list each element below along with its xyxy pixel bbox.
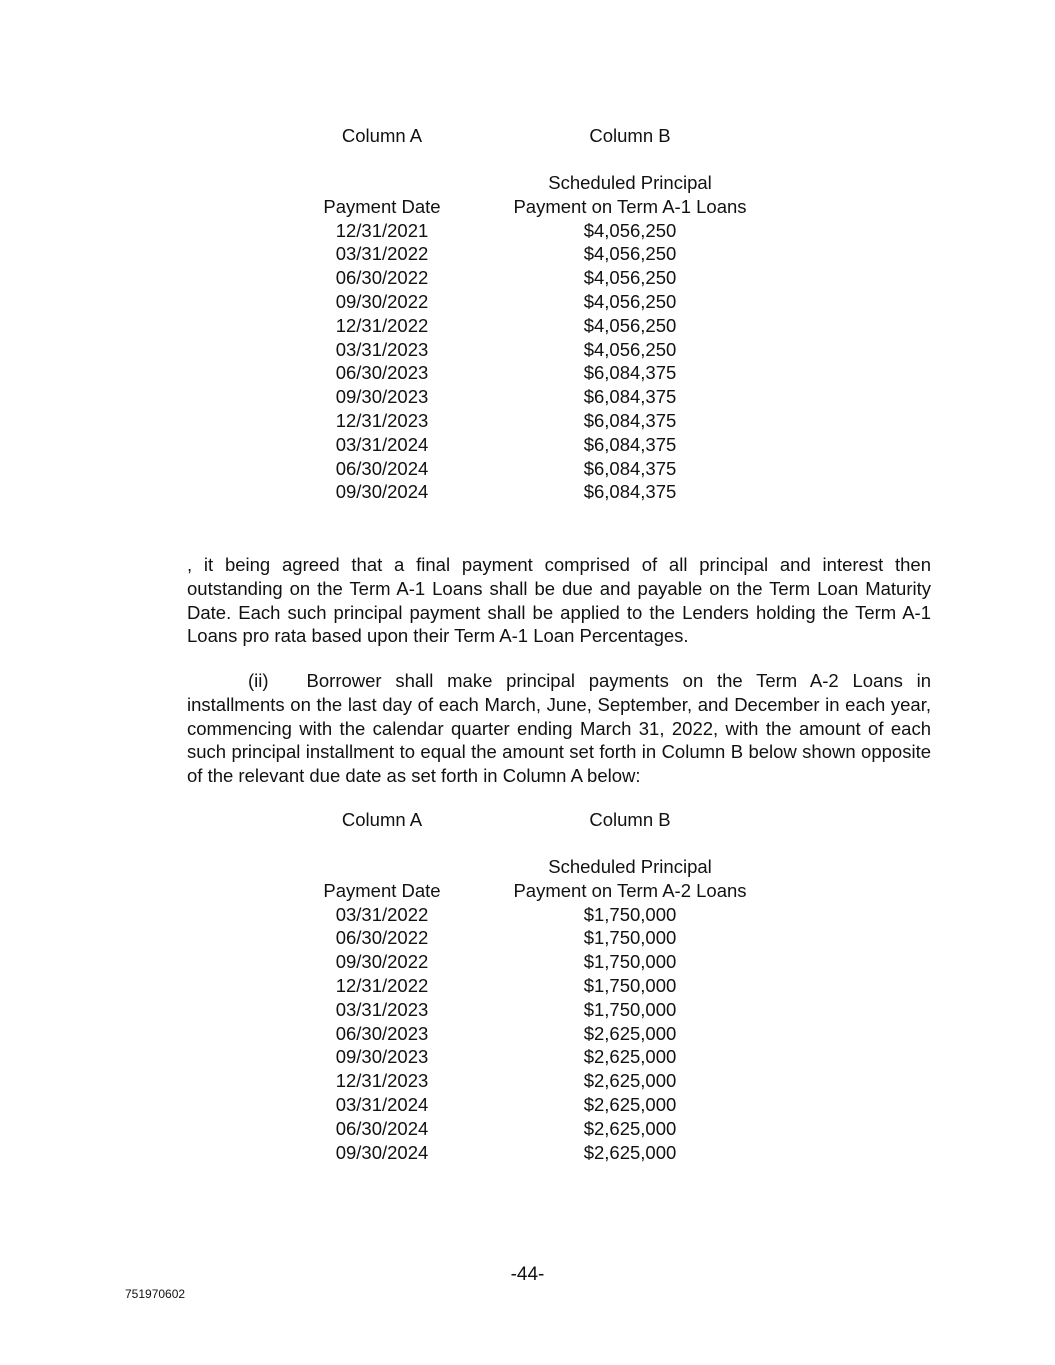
- payment-amount-cell: $4,056,250: [583, 219, 677, 241]
- table-row: [300, 1069, 820, 1093]
- payment-date-cell: 09/30/2024: [335, 481, 429, 503]
- table-row: [300, 290, 820, 314]
- table-row: [300, 242, 820, 266]
- table-row: [300, 1141, 820, 1165]
- page-number: -44-: [510, 1264, 545, 1285]
- payment-date-cell: 12/31/2022: [335, 314, 429, 336]
- table-subheader-row: [300, 855, 820, 879]
- table-header-row: [300, 124, 820, 148]
- payment-date-cell: 12/31/2023: [335, 409, 429, 431]
- column-b-subheader-1: Scheduled Principal: [548, 856, 712, 877]
- table-row: [300, 1117, 820, 1141]
- table-row: [300, 480, 820, 504]
- payment-date-cell: 06/30/2022: [335, 267, 429, 289]
- table-row: [300, 926, 820, 950]
- payment-date-cell: 03/31/2024: [335, 1093, 429, 1115]
- payment-date-cell: 12/31/2021: [335, 219, 429, 241]
- payment-date-cell: 12/31/2023: [335, 1070, 429, 1092]
- payment-amount-cell: $6,084,375: [583, 386, 677, 408]
- payment-amount-cell: $2,625,000: [583, 1070, 677, 1092]
- table-row: [300, 1045, 820, 1069]
- payment-amount-cell: $6,084,375: [583, 457, 677, 479]
- payment-date-cell: 03/31/2023: [335, 998, 429, 1020]
- payment-date-cell: 12/31/2022: [335, 974, 429, 996]
- payment-date-cell: 09/30/2023: [335, 386, 429, 408]
- payment-date-cell: 03/31/2022: [335, 903, 429, 925]
- payment-amount-cell: $2,625,000: [583, 1117, 677, 1139]
- table-body: [300, 219, 820, 505]
- table-subheader-row: [300, 195, 820, 219]
- table-row: [300, 314, 820, 338]
- table-row: [300, 266, 820, 290]
- column-a-header: Column A: [341, 809, 423, 830]
- column-a-subheader: Payment Date: [323, 879, 441, 901]
- table-row: [300, 433, 820, 457]
- payment-amount-cell: $6,084,375: [583, 481, 677, 503]
- table-row: [300, 457, 820, 481]
- table-subheader-row: [300, 879, 820, 903]
- table-subheader-row: [300, 171, 820, 195]
- payment-date-cell: 06/30/2023: [335, 1022, 429, 1044]
- table-row: [300, 361, 820, 385]
- column-b-subheader-1: Scheduled Principal: [548, 172, 712, 193]
- payment-amount-cell: $4,056,250: [583, 314, 677, 336]
- payment-date-cell: 03/31/2024: [335, 433, 429, 455]
- payment-date-cell: 03/31/2023: [335, 338, 429, 360]
- payment-amount-cell: $6,084,375: [583, 433, 677, 455]
- payment-schedule-table-a1: [300, 124, 820, 504]
- payment-amount-cell: $6,084,375: [583, 409, 677, 431]
- payment-amount-cell: $1,750,000: [583, 927, 677, 949]
- payment-amount-cell: $2,625,000: [583, 1046, 677, 1068]
- column-b-subheader-2: Payment on Term A-1 Loans: [513, 195, 747, 217]
- clause-marker: (ii): [248, 670, 269, 691]
- document-id: 751970602: [125, 1287, 186, 1301]
- table-row: [300, 974, 820, 998]
- column-b-subheader-2: Payment on Term A-2 Loans: [513, 879, 747, 901]
- paragraph-term-a2: [187, 669, 931, 788]
- payment-amount-cell: $4,056,250: [583, 290, 677, 312]
- column-a-subheader: Payment Date: [323, 195, 441, 217]
- table-header-row: [300, 808, 820, 832]
- table-body: [300, 903, 820, 1165]
- payment-amount-cell: $2,625,000: [583, 1093, 677, 1115]
- table-row: [300, 409, 820, 433]
- payment-date-cell: 09/30/2024: [335, 1141, 429, 1163]
- payment-amount-cell: $2,625,000: [583, 1022, 677, 1044]
- clause-text: Borrower shall make principal payments on the Term A-2 Loans in installments on the last day of each March, June, September, and December in each year, commencing with the calendar quarter ending March 31, 2022, with the amount of each such principal installment to equal the amount set forth in Column B below shown opposite of the relevant due date as set forth in Column A below:: [187, 670, 931, 787]
- column-b-header: Column B: [589, 125, 671, 146]
- payment-date-cell: 06/30/2022: [335, 927, 429, 949]
- table-row: [300, 338, 820, 362]
- table-row: [300, 219, 820, 243]
- table-row: [300, 1093, 820, 1117]
- payment-amount-cell: $4,056,250: [583, 267, 677, 289]
- payment-date-cell: 09/30/2023: [335, 1046, 429, 1068]
- payment-amount-cell: $4,056,250: [583, 243, 677, 265]
- payment-amount-cell: $4,056,250: [583, 338, 677, 360]
- payment-date-cell: 09/30/2022: [335, 290, 429, 312]
- payment-amount-cell: $6,084,375: [583, 362, 677, 384]
- payment-amount-cell: $1,750,000: [583, 998, 677, 1020]
- payment-amount-cell: $1,750,000: [583, 974, 677, 996]
- table-row: [300, 998, 820, 1022]
- column-b-header: Column B: [589, 809, 671, 830]
- payment-date-cell: 06/30/2023: [335, 362, 429, 384]
- payment-amount-cell: $1,750,000: [583, 903, 677, 925]
- column-a-header: Column A: [341, 125, 423, 146]
- payment-date-cell: 03/31/2022: [335, 243, 429, 265]
- table-row: [300, 385, 820, 409]
- table-row: [300, 950, 820, 974]
- payment-date-cell: 06/30/2024: [335, 1117, 429, 1139]
- payment-date-cell: 06/30/2024: [335, 457, 429, 479]
- payment-amount-cell: $2,625,000: [583, 1141, 677, 1163]
- table-row: [300, 903, 820, 927]
- payment-date-cell: 09/30/2022: [335, 951, 429, 973]
- payment-amount-cell: $1,750,000: [583, 951, 677, 973]
- table-row: [300, 1022, 820, 1046]
- payment-schedule-table-a2: [300, 808, 820, 1164]
- paragraph-final-payment: , it being agreed that a final payment comprised of all principal and interest then outstanding on the Term A-1 Loans shall be due and payable on the Term Loan Maturity Date. Each such principal payment shall be applied to the Lenders holding the Term A-1 Loans pro rata based upon their Term A-1 Loan Percentages.: [187, 554, 931, 647]
